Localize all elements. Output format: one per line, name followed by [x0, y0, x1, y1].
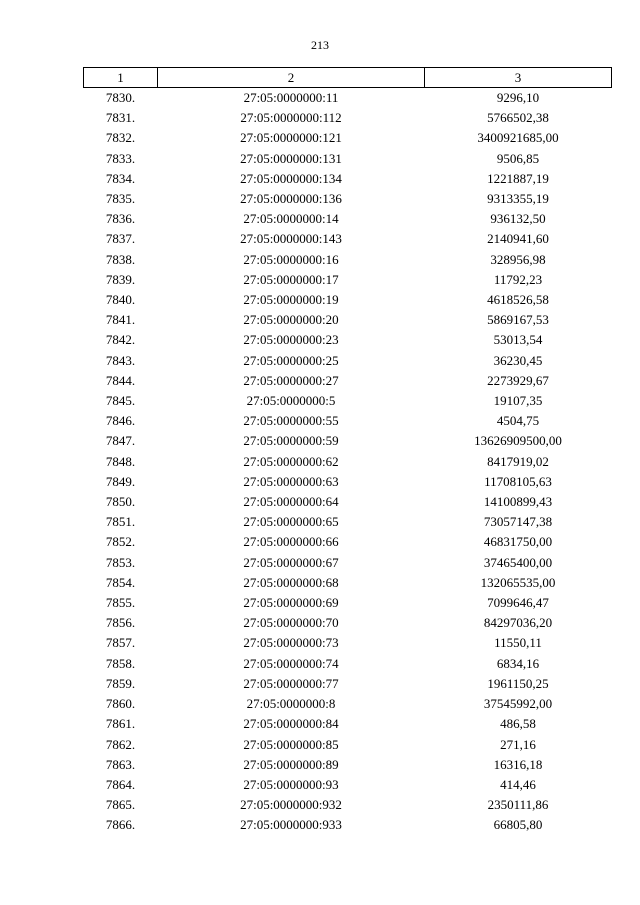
row-number-cell: 7841.: [105, 312, 136, 328]
row-number-cell: 7833.: [105, 150, 136, 166]
value-cell: 13626909500,00: [474, 433, 562, 449]
row-number-cell: 7844.: [105, 372, 136, 388]
value-cell: 271,16: [500, 736, 536, 752]
value-cell: 11550,11: [494, 635, 542, 651]
table-row: [84, 512, 612, 532]
row-number-cell: 7837.: [105, 231, 136, 247]
value-cell: 11708105,63: [484, 473, 552, 489]
value-cell: 3400921685,00: [477, 130, 559, 146]
cadastral-number-cell: 27:05:0000000:112: [240, 110, 342, 126]
row-number-cell: 7840.: [105, 292, 136, 308]
value-cell: 37545992,00: [483, 696, 553, 712]
table-row: [84, 128, 612, 148]
table-row: [84, 330, 612, 350]
cadastral-number-cell: 27:05:0000000:85: [243, 736, 339, 752]
value-cell: 2273929,67: [487, 372, 549, 388]
value-cell: 4618526,58: [487, 292, 549, 308]
row-number-cell: 7864.: [105, 776, 136, 792]
value-cell: 486,58: [500, 716, 536, 732]
table-header-row: [84, 68, 612, 88]
value-cell: 11792,23: [493, 271, 543, 287]
value-cell: 7099646,47: [487, 595, 549, 611]
value-cell: 46831750,00: [483, 534, 553, 550]
row-number-cell: 7853.: [105, 554, 136, 570]
row-number-cell: 7835.: [105, 191, 136, 207]
cadastral-number-cell: 27:05:0000000:63: [243, 473, 339, 489]
row-number-cell: 7849.: [105, 473, 136, 489]
row-number-cell: 7838.: [105, 251, 136, 267]
row-number-cell: 7830.: [105, 90, 136, 105]
table-row: [84, 593, 612, 613]
cadastral-number-cell: 27:05:0000000:89: [243, 756, 339, 772]
table-row: [84, 431, 612, 451]
value-cell: 936132,50: [490, 211, 546, 227]
row-number-cell: 7860.: [105, 696, 136, 712]
cadastral-number-cell: 27:05:0000000:67: [243, 554, 339, 570]
row-number-cell: 7851.: [105, 514, 136, 530]
cadastral-number-cell: 27:05:0000000:121: [240, 130, 342, 146]
row-number-cell: 7858.: [105, 655, 136, 671]
table-row: [84, 351, 612, 371]
value-cell: 53013,54: [493, 332, 543, 348]
table-row: [84, 573, 612, 593]
cadastral-number-cell: 27:05:0000000:93: [243, 776, 339, 792]
row-number-cell: 7848.: [105, 453, 136, 469]
value-cell: 6834,16: [496, 655, 540, 671]
cadastral-number-cell: 27:05:0000000:14: [243, 211, 339, 227]
cadastral-number-cell: 27:05:0000000:17: [243, 271, 339, 287]
table-row: [84, 108, 612, 128]
table-row: [84, 694, 612, 714]
data-table: [83, 67, 612, 836]
cadastral-number-cell: 27:05:0000000:136: [240, 191, 342, 207]
table-row: [84, 250, 612, 270]
table-row: [84, 532, 612, 552]
value-cell: 1961150,25: [487, 675, 549, 691]
row-number-cell: 7857.: [105, 635, 136, 651]
cadastral-number-cell: 27:05:0000000:77: [243, 675, 339, 691]
table-row: [84, 371, 612, 391]
value-cell: 66805,80: [493, 817, 543, 833]
cadastral-number-cell: 27:05:0000000:20: [243, 312, 339, 328]
row-number-cell: 7866.: [105, 817, 136, 833]
value-cell: 9296,10: [496, 90, 540, 105]
table-row: [84, 654, 612, 674]
table-row: [84, 492, 612, 512]
cadastral-number-cell: 27:05:0000000:5: [246, 393, 336, 409]
cadastral-number-cell: 27:05:0000000:933: [240, 817, 342, 833]
row-number-cell: 7865.: [105, 797, 136, 813]
row-number-cell: 7850.: [105, 494, 136, 510]
table-row: [84, 149, 612, 169]
value-cell: 16316,18: [493, 756, 543, 772]
value-cell: 14100899,43: [483, 494, 553, 510]
cadastral-number-cell: 27:05:0000000:84: [243, 716, 339, 732]
cadastral-number-cell: 27:05:0000000:8: [246, 696, 336, 712]
cadastral-number-cell: 27:05:0000000:65: [243, 514, 339, 530]
value-cell: 37465400,00: [483, 554, 553, 570]
table-row: [84, 229, 612, 249]
row-number-cell: 7836.: [105, 211, 136, 227]
cadastral-number-cell: 27:05:0000000:62: [243, 453, 339, 469]
value-cell: 8417919,02: [487, 453, 549, 469]
row-number-cell: 7855.: [105, 595, 136, 611]
cadastral-number-cell: 27:05:0000000:64: [243, 494, 339, 510]
table-row: [84, 714, 612, 734]
cadastral-number-cell: 27:05:0000000:69: [243, 595, 339, 611]
cadastral-number-cell: 27:05:0000000:73: [243, 635, 339, 651]
table-row: [84, 411, 612, 431]
cadastral-number-cell: 27:05:0000000:25: [243, 352, 339, 368]
cadastral-number-cell: 27:05:0000000:66: [243, 534, 339, 550]
row-number-cell: 7856.: [105, 615, 136, 631]
cadastral-number-cell: 27:05:0000000:19: [243, 292, 339, 308]
table-row: [84, 169, 612, 189]
value-cell: 4504,75: [496, 413, 540, 429]
cadastral-number-cell: 27:05:0000000:131: [240, 150, 342, 166]
table-row: [84, 452, 612, 472]
column-header-2: 2: [158, 68, 425, 88]
table-row: [84, 613, 612, 633]
value-cell: 5766502,38: [487, 110, 549, 126]
row-number-cell: 7847.: [105, 433, 136, 449]
table-row: [84, 189, 612, 209]
cadastral-number-cell: 27:05:0000000:11: [243, 90, 339, 105]
cadastral-number-cell: 27:05:0000000:27: [243, 372, 339, 388]
value-cell: 132065535,00: [480, 574, 556, 590]
table-row: [84, 775, 612, 795]
row-number-cell: 7861.: [105, 716, 136, 732]
table-row: [84, 270, 612, 290]
value-cell: 328956,98: [490, 251, 546, 267]
table-body: [84, 88, 612, 836]
table-row: [84, 290, 612, 310]
table-row: [84, 755, 612, 775]
row-number-cell: 7846.: [105, 413, 136, 429]
value-cell: 2140941,60: [487, 231, 549, 247]
table-row: [84, 88, 612, 109]
cadastral-number-cell: 27:05:0000000:16: [243, 251, 339, 267]
cadastral-number-cell: 27:05:0000000:23: [243, 332, 339, 348]
cadastral-number-cell: 27:05:0000000:68: [243, 574, 339, 590]
table-row: [84, 674, 612, 694]
row-number-cell: 7863.: [105, 756, 136, 772]
value-cell: 73057147,38: [483, 514, 553, 530]
value-cell: 9313355,19: [487, 191, 549, 207]
cadastral-number-cell: 27:05:0000000:932: [240, 797, 342, 813]
table-row: [84, 735, 612, 755]
value-cell: 19107,35: [493, 393, 543, 409]
row-number-cell: 7845.: [105, 393, 136, 409]
value-cell: 1221887,19: [487, 170, 549, 186]
column-header-1: 1: [84, 68, 158, 88]
value-cell: 36230,45: [493, 352, 543, 368]
row-number-cell: 7852.: [105, 534, 136, 550]
value-cell: 414,46: [500, 776, 536, 792]
table-row: [84, 815, 612, 835]
table-row: [84, 391, 612, 411]
cadastral-number-cell: 27:05:0000000:55: [243, 413, 339, 429]
value-cell: 84297036,20: [483, 615, 553, 631]
table-row: [84, 310, 612, 330]
row-number-cell: 7862.: [105, 736, 136, 752]
cadastral-number-cell: 27:05:0000000:59: [243, 433, 339, 449]
table-row: [84, 553, 612, 573]
column-header-3: 3: [425, 68, 612, 88]
cadastral-number-cell: 27:05:0000000:134: [240, 170, 342, 186]
table-row: [84, 795, 612, 815]
row-number-cell: 7842.: [105, 332, 136, 348]
value-cell: 2350111,86: [487, 797, 549, 813]
table-row: [84, 633, 612, 653]
table-row: [84, 209, 612, 229]
row-number-cell: 7843.: [105, 352, 136, 368]
row-number-cell: 7859.: [105, 675, 136, 691]
row-number-cell: 7854.: [105, 574, 136, 590]
value-cell: 5869167,53: [487, 312, 549, 328]
row-number-cell: 7834.: [105, 170, 136, 186]
row-number-cell: 7831.: [105, 110, 136, 126]
cadastral-number-cell: 27:05:0000000:143: [240, 231, 342, 247]
row-number-cell: 7839.: [105, 271, 136, 287]
cadastral-number-cell: 27:05:0000000:74: [243, 655, 339, 671]
row-number-cell: 7832.: [105, 130, 136, 146]
page-number: 213: [311, 38, 329, 52]
table-row: [84, 472, 612, 492]
cadastral-number-cell: 27:05:0000000:70: [243, 615, 339, 631]
value-cell: 9506,85: [496, 150, 540, 166]
